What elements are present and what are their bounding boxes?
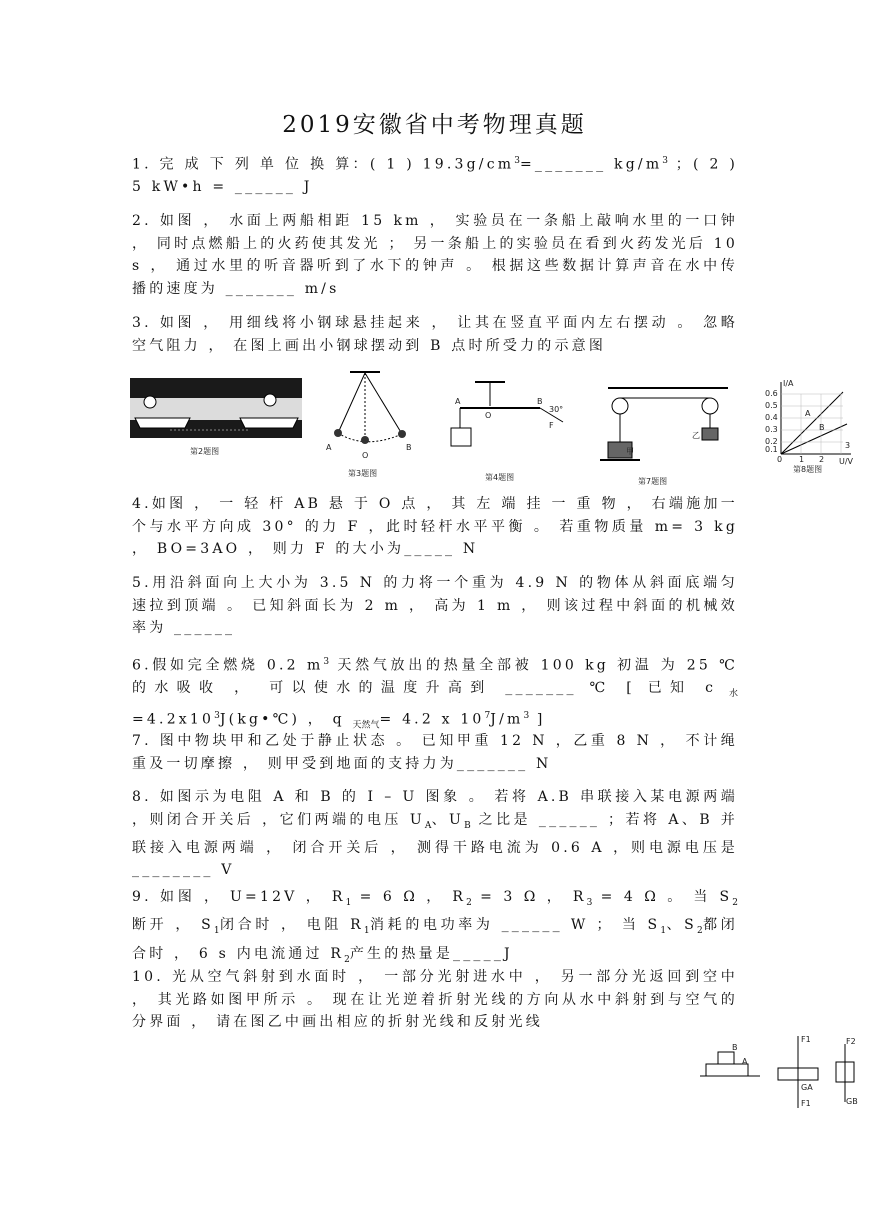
fig3-label-a: A — [326, 443, 332, 452]
fig8-ytick: 0.6 — [765, 389, 778, 398]
question-2: 2. 如图 ， 水面上两船相距 15 km ， 实验员在一条船上敲响水里的一口钟 ， 同时点燃船上的火药使其发光 ； 另一条船上的实验员在看到火药发光后 10 s ， 通过水里的听音器听到了水下的钟声 。 根据这些数据计算声音在水中传播的速度为 _______ m/s — [132, 213, 738, 297]
question-4: 4.如图 ， 一 轻 杆 AB 悬 于 O 点 ， 其 左 端 挂 一 重 物 ， 右端施加一个与水平方向成 30° 的力 F ，此时轻杆水平平衡 。 若重物质量 m= 3 kg ， BO=3AO ， 则力 F 的大小为_____ N — [132, 496, 738, 557]
bottom-label-ga: GA — [801, 1083, 813, 1092]
fig8-ytick: 0.2 — [765, 437, 778, 446]
figure-8 — [765, 378, 857, 474]
fig4-label-f: F — [549, 421, 554, 430]
question-5: 5.用沿斜面向上大小为 3.5 N 的力将一个重为 4.9 N 的物体从斜面底端匀速拉到顶端 。 已知斜面长为 2 m ， 高为 1 m ， 则该过程中斜面的机械效率为 ______ — [132, 575, 738, 636]
fig8-ytick: 0.4 — [765, 413, 778, 422]
fig8-label-b: B — [819, 423, 825, 432]
fig7-label-yi: 乙 — [692, 431, 700, 440]
figure-3 — [320, 368, 420, 480]
figure-7 — [598, 384, 738, 490]
bottom-label-gb: GB — [846, 1097, 858, 1106]
bottom-label-fb: F1 — [801, 1099, 811, 1108]
fig3-label-b: B — [406, 443, 412, 452]
bottom-label-f1: F1 — [801, 1035, 811, 1044]
fig8-xtick: 2 — [819, 455, 825, 464]
fig8-ytick: 0.1 — [765, 445, 778, 454]
fig8-xtick: 0 — [777, 455, 783, 464]
fig7-label-jia: 甲 — [626, 447, 634, 456]
fig8-xtick: 1 — [799, 455, 805, 464]
fig4-label-angle: 30° — [549, 405, 564, 414]
figure-7-caption: 第7题图 — [638, 477, 668, 486]
bottom-label-a: A — [742, 1057, 748, 1066]
page-title: 2019安徽省中考物理真题 — [282, 112, 587, 138]
question-3: 3. 如图 ， 用细线将小钢球悬挂起来 ， 让其在竖直平面内左右摆动 。 忽略空气阻力 ， 在图上画出小钢球摆动到 B 点时所受力的示意图 — [132, 315, 738, 354]
bottom-label-fc: F2 — [846, 1037, 856, 1046]
fig8-y-axis: I/A — [783, 379, 794, 388]
fig8-ytick: 0.3 — [765, 425, 778, 434]
question-8: 8. 如图示为电阻 A 和 B 的 I – U 图象 。 若将 A.B 串联接入某电源两端 ，则闭合开关后 ，它们两端的电压 $U_A$、$U_B$ 之比是 ______ ；若将 A、B 并联接入电源两端 ， 闭合开关后 ， 测得干路电流为 0.6 A ，则电源电压是 ________ V — [132, 789, 738, 879]
question-7: 7. 图中物块甲和乙处于静止状态 。 已知甲重 12 N ，乙重 8 N ， 不计绳重及一切摩擦 ， 则甲受到地面的支持力为_______ N — [132, 733, 738, 772]
question-10: 10. 光从空气斜射到水面时 ， 一部分光射进水中 ， 另一部分光返回到空中 ， 其光路如图甲所示 。 现在让光逆着折射光线的方向从水中斜射到与空气的分界面 ， 请在图乙中画出相应的折射光线和反射光线 — [132, 969, 738, 1030]
figure-2-caption: 第2题图 — [190, 447, 220, 456]
fig8-label-a: A — [805, 409, 811, 418]
fig8-ytick: 0.5 — [765, 401, 778, 410]
fig4-label-b: B — [537, 397, 543, 406]
figure-4 — [445, 378, 575, 486]
question-9: 9. 如图 ， U=12V ， $R_1 = 6$ Ω ， $R_2 = 3$ Ω ， $R_3 = 4$ Ω 。 当 $S_2$ 断开 ， $S_1$闭合时 ， 电阻 $R_1$消耗的电功率为 ______ W ； 当 $S_1$、$S_2$都闭合时 ， 6 s 内电流通过 $R_2$产生的热量是_____J — [132, 889, 738, 965]
fig8-x-axis: U/V — [839, 457, 854, 466]
figure-bottom-forces — [700, 1032, 866, 1116]
figure-3-caption: 第3题图 — [348, 469, 378, 478]
question-1: 1. 完 成 下 列 单 位 换 算：( 1 ) $19.3g/cm^3=\_\_\_\_\_\_\_$ $kg/m^3$ ；( 2 ) 5 kW•h = ______ J — [132, 156, 738, 196]
fig4-label-a: A — [455, 397, 461, 406]
question-6: 6.假如完全燃烧 0.2 $m^3$ 天然气放出的热量全部被 100 kg 初温 为 25 ℃ 的水吸收 ， 可以使水的温度升高到 _______ ℃ [ 已知 c $_水=4.2x10^3J(kg•℃)$ ， q $_{天然气}$= 4.2 x $10^7J/m^3$ ] — [132, 657, 738, 731]
figure-2 — [130, 378, 302, 460]
fig4-label-o: O — [485, 411, 492, 420]
figure-4-caption: 第4题图 — [485, 473, 515, 482]
bottom-label-b: B — [732, 1043, 738, 1052]
figure-8-caption: 第8题图 — [793, 465, 823, 474]
fig8-xtick: 3 — [845, 441, 851, 450]
fig3-label-o: O — [362, 451, 369, 460]
